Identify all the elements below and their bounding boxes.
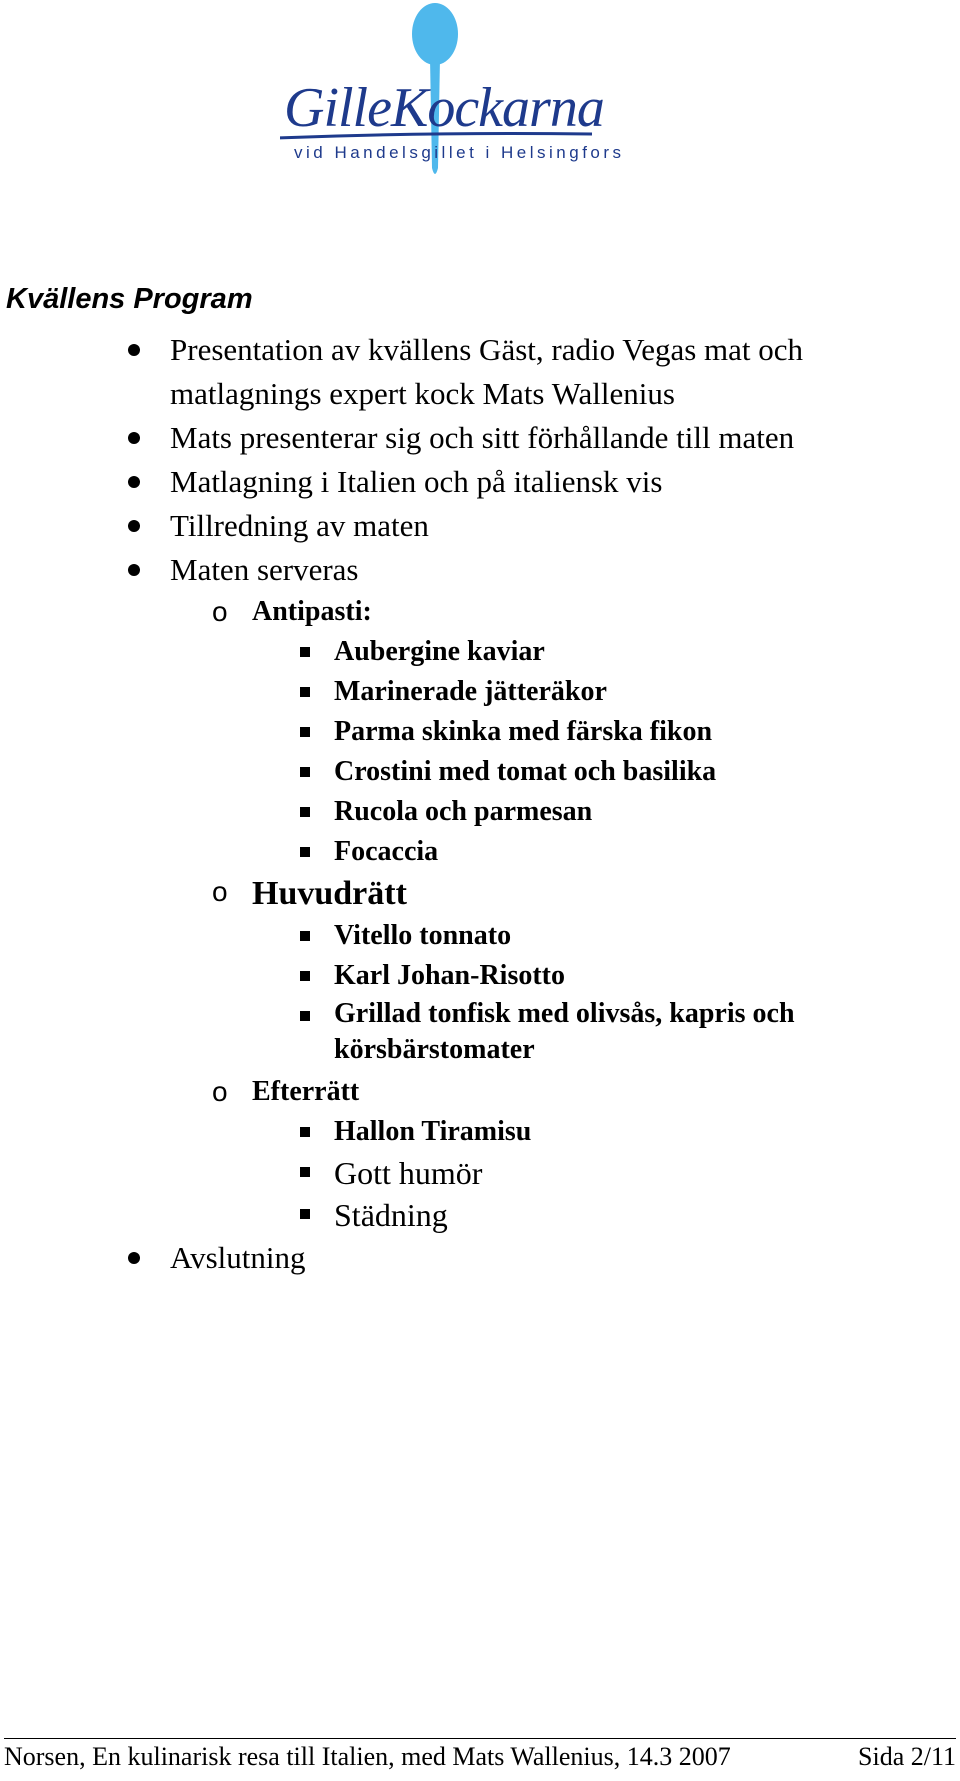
program-item [0,504,960,548]
bullet-icon [128,564,140,576]
dish-item [252,956,960,996]
footer-title: Norsen, En kulinarisk resa till Italien, med Mats Wallenius, 14.3 2007 [4,1742,731,1771]
dish-text: Städning [334,1197,448,1233]
square-bullet-icon [300,807,310,817]
bullet-icon [128,1252,140,1264]
program-item-text: Presentation av kvällens Gäst, radio Vegas mat och matlagnings expert kock Mats Wallenius [170,332,804,411]
dish-item [252,632,960,672]
course-list [170,592,960,1236]
dish-item [252,1112,960,1152]
course-title: Antipasti: [252,596,372,627]
program-item [0,416,960,460]
course-efterratt [170,1072,960,1236]
dish-text: Aubergine kaviar [334,636,545,667]
square-bullet-icon [300,767,310,777]
dish-item [252,832,960,872]
dish-list [252,632,960,872]
dish-text: Rucola och parmesan [334,796,593,827]
square-bullet-icon [300,1209,310,1219]
program-item [0,328,960,416]
program-heading: Kvällens Program [6,283,253,315]
square-bullet-icon [300,727,310,737]
program-item-text: Maten serveras [170,552,359,587]
dish-text: Karl Johan-Risotto [334,960,565,991]
dish-item [252,1194,960,1236]
program-item-text: Avslutning [170,1240,306,1275]
program-item [0,460,960,504]
logo [280,0,625,195]
bullet-icon [128,520,140,532]
dish-item [252,996,960,1072]
bullet-icon [128,344,140,356]
square-bullet-icon [300,847,310,857]
program-item [0,548,960,1236]
page-footer [4,1738,956,1773]
dish-list [252,916,960,1072]
dish-item [252,792,960,832]
dish-text: Marinerade jätteräkor [334,676,607,707]
course-title: Efterrätt [252,1076,360,1107]
course-marker: o [212,596,228,627]
course-huvudratt [170,872,960,1072]
square-bullet-icon [300,971,310,981]
program-item-text: Mats presenterar sig och sitt förhållande till maten [170,420,795,455]
dish-text: Gott humör [334,1155,483,1191]
dish-list [252,1112,960,1236]
dish-item [252,1152,960,1194]
program-item [0,1236,960,1280]
program-item-text: Tillredning av maten [170,508,429,543]
square-bullet-icon [300,1167,310,1177]
bullet-icon [128,476,140,488]
dish-text: Grillad tonfisk med olivsås, kapris och körsbärstomater [334,998,795,1065]
square-bullet-icon [300,647,310,657]
square-bullet-icon [300,931,310,941]
dish-text: Hallon Tiramisu [334,1116,532,1147]
square-bullet-icon [300,1127,310,1137]
course-marker: o [212,1076,228,1107]
logo-name: GilleKockarna [284,77,604,139]
course-antipasti [170,592,960,872]
bullet-icon [128,432,140,444]
dish-text: Vitello tonnato [334,920,512,951]
dish-item [252,712,960,752]
dish-text: Focaccia [334,836,439,867]
program-item-text: Matlagning i Italien och på italiensk vis [170,464,663,499]
square-bullet-icon [300,1011,310,1021]
square-bullet-icon [300,687,310,697]
course-marker: o [212,876,228,907]
program-list [0,328,960,1280]
dish-item [252,916,960,956]
dish-text: Parma skinka med färska fikon [334,716,713,747]
dish-item [252,752,960,792]
logo-subtitle: vid Handelsgillet i Helsingfors [294,143,625,162]
page-number: Sida 2/11 [858,1742,956,1771]
course-title: Huvudrätt [252,875,407,912]
dish-item [252,672,960,712]
dish-text: Crostini med tomat och basilika [334,756,717,787]
